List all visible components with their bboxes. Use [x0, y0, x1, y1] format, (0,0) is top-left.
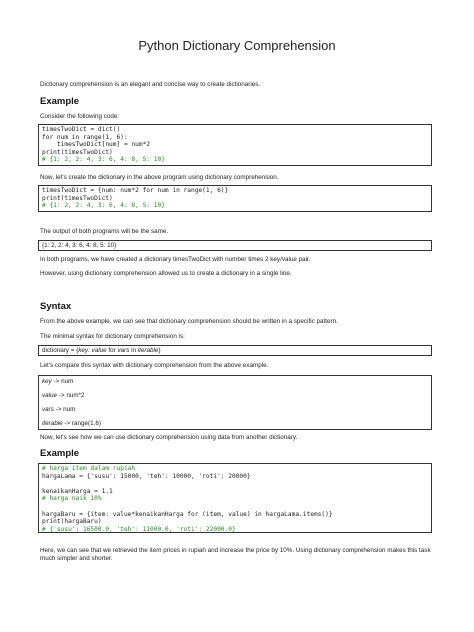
code-line: hargaLama = {'susu': 15000, 'teh': 10000, 'roti': 20000} [42, 472, 251, 480]
syntax-colon: : [88, 347, 92, 354]
heading-syntax: Syntax [40, 301, 72, 312]
code-block-3 [38, 463, 432, 533]
consider-paragraph: Consider the following code: [40, 113, 120, 120]
code-comment: # {1: 2, 2: 4, 3: 6, 4: 8, 5: 10} [42, 156, 165, 164]
code-comment: # harga naik 10% [42, 495, 102, 503]
compare-term: iterable [42, 420, 63, 427]
now-paragraph: Now, let's see how we can use dictionary comprehension using data from another dictionary. [40, 434, 298, 441]
intro-paragraph: Dictionary comprehension is an elegant and concise way to create dictionaries. [40, 81, 261, 88]
syntax-key: key [78, 347, 89, 354]
code-comment: # {'susu': 16500.0, 'teh': 11000.0, 'roti': 22000.0} [42, 525, 236, 533]
compare-box [38, 375, 432, 430]
code-line: timesTwoDict = {num: num*2 for num in range(1, 6)} [42, 187, 229, 194]
syntax-prefix: dictionary = { [42, 347, 79, 354]
syntax-box [38, 345, 432, 356]
syntax-suffix: } [158, 347, 161, 354]
compare-term: vars [42, 406, 54, 413]
compare-mapping: -> num*2 [57, 392, 85, 399]
code-line: print(hargaBaru) [42, 518, 102, 526]
heading-example-2: Example [40, 448, 80, 459]
code-block-1 [38, 124, 432, 166]
compare-term: key [42, 378, 52, 385]
code-comment: # harga item dalam rupiah [42, 465, 136, 472]
create-paragraph: Now, let's create the dictionary in the above program using dictionary comprehension. [40, 174, 279, 181]
syntax-iterable: iterable [137, 347, 159, 354]
however-paragraph: However, using dictionary comprehension allowed us to create a dictionary in a single line. [40, 270, 292, 277]
syntax-value: value [91, 347, 107, 354]
compare-row [42, 406, 75, 413]
output-paragraph: The output of both programs will be the same. [40, 228, 169, 235]
code-line: timesTwoDict[num] = num*2 [42, 141, 151, 149]
compare-mapping: -> num [51, 378, 74, 385]
code-line: hargaBaru = {item: value*kenaikanHarga for (item, value) in hargaLama.items()} [42, 510, 333, 518]
code-line: timesTwoDict = dict() [42, 126, 121, 133]
compare-mapping: -> num [53, 406, 76, 413]
code-line: print(timesTwoDict) [42, 194, 113, 202]
here-paragraph: Here, we can see that we retrieved the item prices in rupiah and increase the price by 10%. Using dictionary comprehension makes this task much simpler and shorter. [40, 547, 431, 562]
syntax-in: in [129, 347, 138, 354]
code-line: print(timesTwoDict) [42, 148, 113, 156]
both-paragraph: In both programs, we have created a dictionary timesTwoDict with number times 2 key/value pair. [40, 256, 311, 263]
code-block-2 [38, 185, 432, 212]
syntax-vars: vars [117, 347, 130, 354]
heading-example-1: Example [40, 96, 80, 107]
page-title: Python Dictionary Comprehension [138, 38, 336, 53]
syntax-for: for [106, 347, 118, 354]
output-box: {1: 2, 2: 4, 3: 6, 4: 8, 5: 10} [38, 240, 432, 251]
compare-paragraph: Let's compare this syntax with dictionary comprehension from the above example. [40, 362, 269, 369]
compare-mapping: -> range(1,6) [62, 420, 101, 427]
code-line: for num in range(1, 6): [42, 133, 128, 141]
compare-row [42, 378, 73, 385]
compare-row [42, 392, 85, 399]
from-paragraph: From the above example, we can see that dictionary comprehension should be written in a specific pattern. [40, 318, 338, 325]
code-line: kenaikanHarga = 1.1 [42, 487, 113, 495]
compare-row [42, 420, 101, 427]
compare-term: value [42, 392, 58, 399]
minimal-paragraph: The minimal syntax for dictionary comprehension is: [40, 333, 185, 340]
code-comment: # {1: 2, 2: 4, 3: 6, 4: 8, 5: 10} [42, 202, 165, 210]
